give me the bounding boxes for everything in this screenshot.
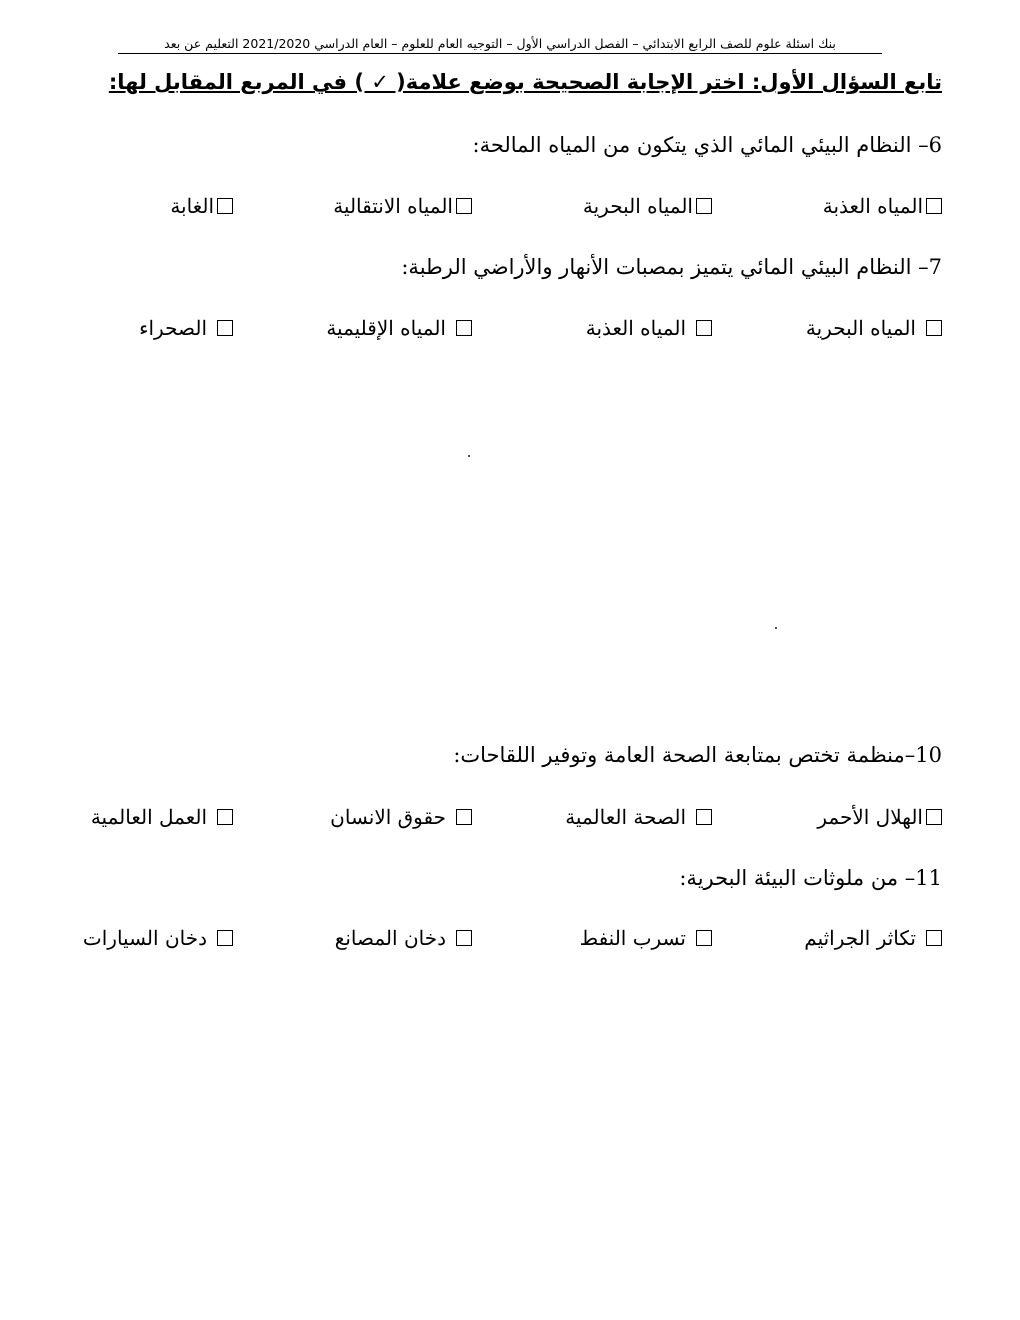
option-checkbox[interactable] bbox=[806, 316, 942, 340]
option-label: المياه الإقليمية bbox=[326, 316, 446, 340]
section-title: تابع السؤال الأول: اختر الإجابة الصحيحة بوضع علامة( ✓ ) في المربع المقابل لها: bbox=[108, 70, 942, 94]
option-checkbox[interactable] bbox=[565, 805, 712, 829]
option-label: المياه العذبة bbox=[585, 316, 686, 340]
option-label: دخان المصانع bbox=[334, 926, 446, 950]
option-checkbox[interactable] bbox=[586, 316, 712, 340]
checkbox-icon[interactable] bbox=[217, 198, 233, 214]
checkbox-icon[interactable] bbox=[456, 809, 472, 825]
checkbox-icon[interactable] bbox=[696, 198, 712, 214]
checkbox-icon[interactable] bbox=[926, 930, 942, 946]
option-label: الغابة bbox=[170, 194, 214, 218]
question-11: 11– من ملوثات البيئة البحرية: bbox=[679, 866, 942, 890]
question-10-options bbox=[80, 805, 942, 835]
checkbox-icon[interactable] bbox=[456, 930, 472, 946]
option-checkbox[interactable] bbox=[91, 805, 233, 829]
option-label: دخان السيارات bbox=[82, 926, 207, 950]
option-checkbox[interactable] bbox=[83, 926, 233, 950]
checkbox-icon[interactable] bbox=[217, 809, 233, 825]
option-label: حقوق الانسان bbox=[330, 805, 446, 829]
option-checkbox[interactable] bbox=[817, 805, 942, 829]
question-6-options bbox=[80, 194, 942, 224]
option-label: المياه البحرية bbox=[805, 316, 916, 340]
checkbox-icon[interactable] bbox=[456, 320, 472, 336]
option-label: الهلال الأحمر bbox=[817, 805, 923, 829]
option-checkbox[interactable] bbox=[823, 194, 942, 218]
question-10: 10–منظمة تختص بمتابعة الصحة العامة وتوفير اللقاحات: bbox=[453, 743, 942, 767]
checkbox-icon[interactable] bbox=[926, 809, 942, 825]
question-7-options bbox=[80, 316, 942, 346]
checkbox-icon[interactable] bbox=[926, 198, 942, 214]
option-checkbox[interactable] bbox=[333, 194, 472, 218]
question-11-options bbox=[80, 926, 942, 956]
option-label: الصحة العالمية bbox=[565, 805, 686, 829]
option-checkbox[interactable] bbox=[583, 194, 712, 218]
page-header: بنك اسئلة علوم للصف الرابع الابتدائي – الفصل الدراسي الأول – التوجيه العام للعلوم – العام الدراسي 2021/2020 التعليم عن بعد bbox=[118, 36, 882, 54]
option-label: تسرب النفط bbox=[579, 926, 686, 950]
checkbox-icon[interactable] bbox=[217, 930, 233, 946]
checkbox-icon[interactable] bbox=[696, 320, 712, 336]
checkbox-icon[interactable] bbox=[926, 320, 942, 336]
checkbox-icon[interactable] bbox=[456, 198, 472, 214]
scan-speck bbox=[775, 627, 777, 629]
option-checkbox[interactable] bbox=[330, 805, 472, 829]
option-checkbox[interactable] bbox=[335, 926, 472, 950]
option-checkbox[interactable] bbox=[139, 316, 233, 340]
checkbox-icon[interactable] bbox=[696, 930, 712, 946]
scan-speck bbox=[468, 455, 470, 457]
option-checkbox[interactable] bbox=[580, 926, 712, 950]
option-label: تكاثر الجراثيم bbox=[804, 926, 916, 950]
checkbox-icon[interactable] bbox=[217, 320, 233, 336]
question-7: 7– النظام البيئي المائي يتميز بمصبات الأنهار والأراضي الرطبة: bbox=[401, 255, 942, 279]
checkbox-icon[interactable] bbox=[696, 809, 712, 825]
option-checkbox[interactable] bbox=[326, 316, 472, 340]
option-label: المياه البحرية bbox=[582, 194, 693, 218]
option-checkbox[interactable] bbox=[804, 926, 942, 950]
option-checkbox[interactable] bbox=[170, 194, 233, 218]
option-label: الصحراء bbox=[139, 316, 207, 340]
option-label: المياه الانتقالية bbox=[333, 194, 453, 218]
option-label: المياه العذبة bbox=[822, 194, 923, 218]
option-label: العمل العالمية bbox=[90, 805, 207, 829]
question-6: 6– النظام البيئي المائي الذي يتكون من المياه المالحة: bbox=[472, 133, 942, 157]
